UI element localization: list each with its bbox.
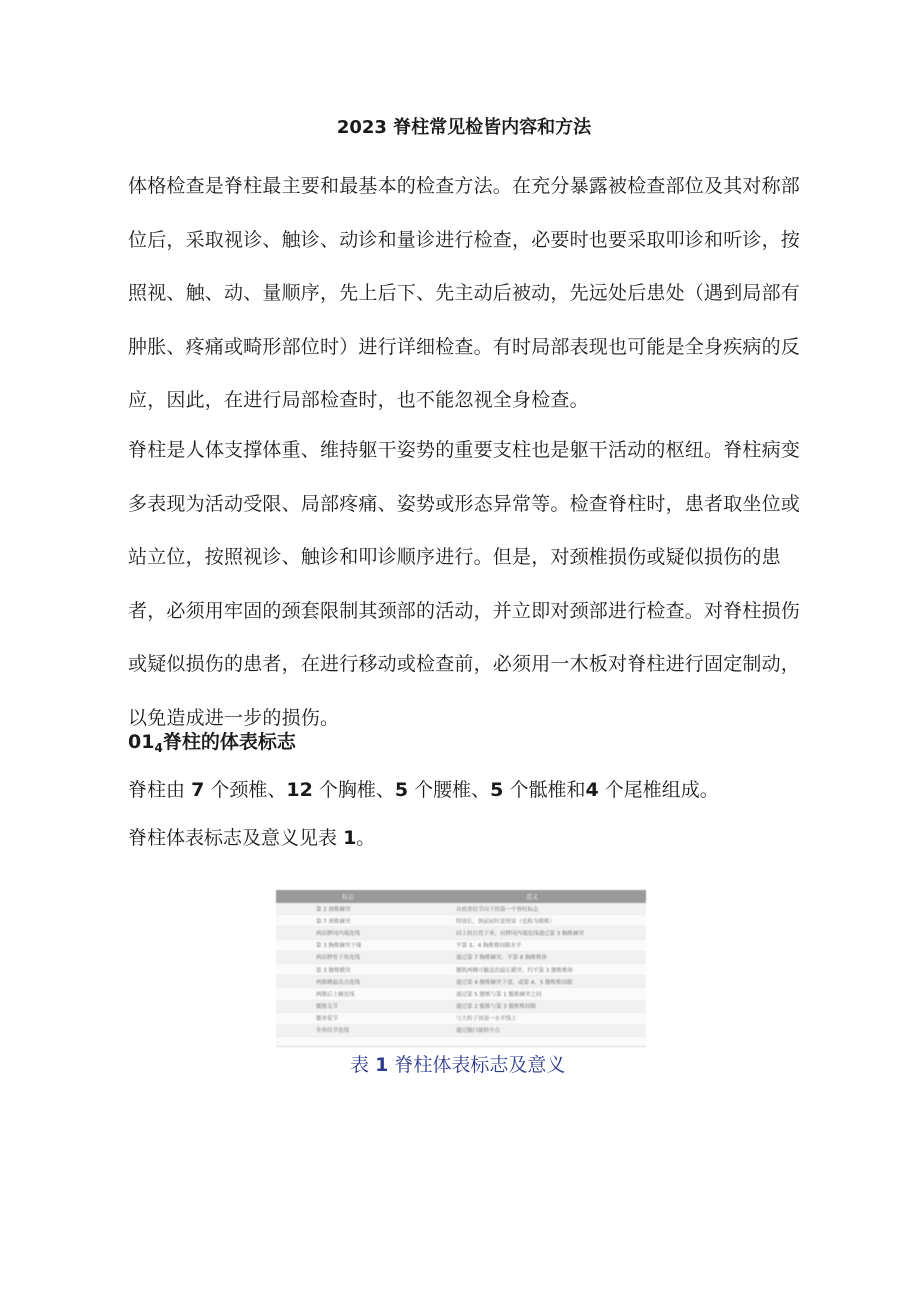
table-caption <box>350 1050 565 1080</box>
table-cell-meaning: 通过第 2 骶椎与第 3 骶椎椎间隙 <box>456 1004 536 1011</box>
lumbar-count: 5 <box>394 779 409 801</box>
section-heading-text: 脊柱的体表标志 <box>162 731 296 753</box>
lumbar-label: 个腰椎、 <box>414 779 491 801</box>
table-image-row <box>276 988 646 1000</box>
table-header-col2: 意义 <box>526 894 539 901</box>
composition-prefix: 脊柱由 <box>128 779 186 801</box>
sacral-count: 5 <box>490 779 504 801</box>
cervical-label: 个颈椎、 <box>210 779 287 801</box>
table-cell-landmark: 两肩胛骨下角连线 <box>316 955 361 962</box>
table-image-row <box>276 1025 646 1037</box>
coccygeal-count: 4 <box>585 779 599 801</box>
table-cell-landmark: 第 3 腰椎横突 <box>316 967 351 974</box>
table-cell-meaning: 同上较自然下垂，肩胛冈内端连线通过第 3 胸椎棘突 <box>456 930 584 937</box>
table-cell-meaning: 腰肌两侧可触及的最长横突，约平第 3 腰椎椎体 <box>456 967 573 974</box>
coccygeal-label: 个尾椎组成。 <box>604 779 719 801</box>
caption-number: 1 <box>375 1054 389 1076</box>
section-number: 01 <box>128 731 155 753</box>
table-cell-landmark: 骶髂关节 <box>316 1004 339 1011</box>
table-image-row <box>276 976 646 988</box>
paragraph-spine-function: 脊柱是人体支撑体重、维持躯干姿势的重要支柱也是躯干活动的枢纽。脊柱病变多表现为活动受限、局部疼痛、姿势或形态异常等。检查脊柱时，患者取坐位或站立位，按照视诊、触诊和叩诊顺序进行。但是，对颈椎损伤或疑似损伤的患者，必须用牢固的颈套限制其颈部的活动，并立即对颈部进行检查。对脊柱损伤或疑似损伤的患者，在进行移动或检查前，必须用一木板对脊柱进行固定制动，以免造成进一步的损伤。 <box>128 439 801 729</box>
table-cell-landmark: 第 3 胸椎棘突下缘 <box>316 943 362 950</box>
table-image-row <box>276 1001 646 1013</box>
table-reference-line <box>128 818 375 858</box>
table-header-col1: 标志 <box>342 894 355 901</box>
document-title: 2023 脊柱常见检皆内容和方法 <box>336 117 592 138</box>
caption-prefix: 表 <box>350 1054 370 1076</box>
table-cell-meaning: 通过第 5 腰椎与第 1 骶椎棘突之间 <box>456 991 542 998</box>
caption-text: 脊柱体表标志及意义 <box>394 1054 566 1076</box>
table-cell-meaning: 平第 3、4 胸椎椎间隙水平 <box>456 943 522 950</box>
cervical-count: 7 <box>191 779 205 801</box>
table-cell-meaning: 与大转子顶部一水平线上 <box>456 1016 517 1023</box>
paragraph-physical-exam: 体格检查是脊柱最主要和最基本的检查方法。在充分暴露被检查部位及其对称部位后，采取视诊、触诊、动诊和量诊进行检查，必要时也要采取叩诊和听诊，按照视、触、动、量顺序，先上后下、先主动后被动，先远处后患处（遇到局部有肿胀、疼痛或畸形部位时）进行详细检查。有时局部表现也可能是全身疾病的反应，因此，在进行局部检查时，也不能忽视全身检查。 <box>128 175 801 411</box>
thoracic-count: 12 <box>286 779 313 801</box>
table-image <box>276 890 646 1047</box>
table-image-row <box>276 903 646 915</box>
table-reference-end: 。 <box>356 827 376 849</box>
spine-composition-line <box>128 770 719 810</box>
table-reference-number: 1 <box>343 827 357 849</box>
table-image-row <box>276 940 646 952</box>
table-image-row <box>276 964 646 976</box>
section-number-subscript: 4 <box>154 741 163 755</box>
table-reference-text: 脊柱体表标志及意义见表 <box>128 827 338 849</box>
thoracic-label: 个胸椎、 <box>318 779 395 801</box>
table-image-body <box>276 903 646 1037</box>
table-cell-meaning: 通过髋臼旋转中点 <box>456 1028 501 1035</box>
section-heading <box>128 722 296 768</box>
table-image-row <box>276 927 646 939</box>
table-cell-landmark: 第 2 颈椎棘突 <box>316 906 351 913</box>
table-cell-landmark: 两髂嵴最高点连线 <box>316 979 361 986</box>
table-cell-meaning: 通过第 7 胸椎棘突，平第 8 胸椎椎体 <box>456 955 547 962</box>
table-cell-landmark: 两髂后上棘连线 <box>316 991 355 998</box>
table-cell-landmark: 骶骨裂节 <box>316 1016 339 1023</box>
table-cell-meaning: 通过第 4 腰椎棘突下部，或第 4、5 腰椎椎间隙 <box>456 979 573 986</box>
table-cell-meaning: 从枕骨结节向下的第一个脊柱标志 <box>456 906 539 913</box>
table-image-row <box>276 952 646 964</box>
table-cell-landmark: 第 7 颈椎棘突 <box>316 918 351 925</box>
table-image-row <box>276 1013 646 1025</box>
table-image-header <box>276 890 646 903</box>
sacral-label: 个骶椎和 <box>509 779 586 801</box>
table-cell-meaning: 特别长，颈前屈时更明显（也称为隆椎） <box>456 918 556 925</box>
table-cell-landmark: 两肩胛冈内端连线 <box>316 930 361 937</box>
table-image-row <box>276 915 646 927</box>
table-cell-landmark: 坐骨结节连线 <box>316 1028 350 1035</box>
